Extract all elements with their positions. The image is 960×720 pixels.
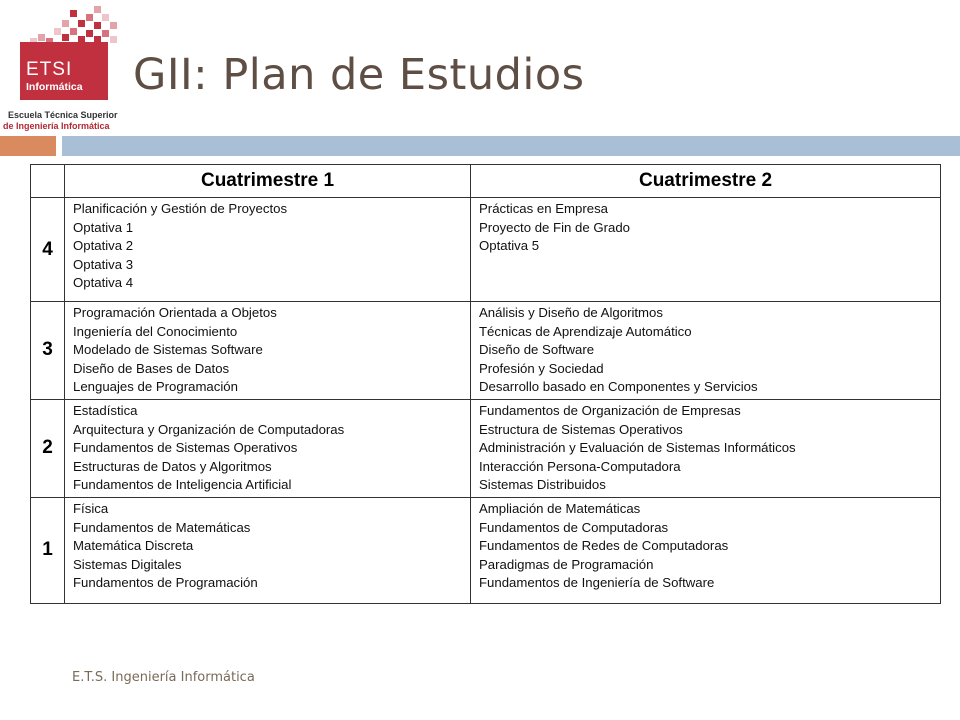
cuatrimestre-2-subjects	[471, 497, 941, 603]
subject-item: Fundamentos de Ingeniería de Software	[479, 575, 715, 591]
year-number: 1	[31, 497, 65, 603]
subject-item: Lenguajes de Programación	[73, 379, 238, 395]
header-corner-cell	[31, 165, 65, 198]
accent-bar-blue	[62, 136, 960, 156]
subject-item: Matemática Discreta	[73, 538, 194, 554]
logo-school-line1: Escuela Técnica Superior	[8, 110, 118, 120]
subject-item: Optativa 5	[479, 238, 540, 254]
table-header-row	[31, 165, 941, 198]
table-body	[31, 198, 941, 604]
subject-item: Modelado de Sistemas Software	[73, 342, 263, 358]
subject-item: Fundamentos de Inteligencia Artificial	[73, 477, 292, 493]
subject-item: Estructuras de Datos y Algoritmos	[73, 458, 272, 474]
subject-item: Estructura de Sistemas Operativos	[479, 421, 683, 437]
table-row	[31, 497, 941, 603]
subject-item: Optativa 4	[73, 275, 134, 291]
cuatrimestre-1-subjects	[65, 302, 471, 400]
cuatrimestre-1-subjects	[65, 399, 471, 497]
page-title: GII: Plan de Estudios	[133, 50, 585, 100]
subject-item: Sistemas Digitales	[73, 556, 182, 572]
year-number: 4	[31, 198, 65, 302]
subject-item: Fundamentos de Redes de Computadoras	[479, 538, 729, 554]
subject-item: Diseño de Software	[479, 342, 595, 358]
header-cuatrimestre-2: Cuatrimestre 2	[471, 165, 941, 198]
cuatrimestre-2-subjects	[471, 399, 941, 497]
table-row	[31, 399, 941, 497]
table-row	[31, 198, 941, 302]
logo-etsi-text: ETSI	[26, 59, 73, 80]
subject-item: Técnicas de Aprendizaje Automático	[479, 323, 692, 339]
logo-informatica-text: Informática	[26, 81, 83, 93]
subject-item: Fundamentos de Organización de Empresas	[479, 402, 741, 418]
subject-item: Desarrollo basado en Componentes y Servicios	[479, 379, 758, 395]
subject-item: Diseño de Bases de Datos	[73, 360, 230, 376]
subject-item: Fundamentos de Computadoras	[479, 519, 669, 535]
subject-item: Planificación y Gestión de Proyectos	[73, 201, 288, 216]
study-plan-table	[30, 164, 941, 604]
logo-school-line2: de Ingeniería Informática	[3, 121, 110, 131]
etsi-logo	[0, 0, 130, 135]
cuatrimestre-2-subjects	[471, 302, 941, 400]
subject-item: Fundamentos de Programación	[73, 575, 258, 591]
subject-item: Optativa 2	[73, 238, 134, 254]
subject-item: Programación Orientada a Objetos	[73, 305, 277, 320]
table-row	[31, 302, 941, 400]
subject-item: Administración y Evaluación de Sistemas Informáticos	[479, 440, 796, 456]
subject-item: Optativa 3	[73, 256, 134, 272]
cuatrimestre-1-subjects	[65, 497, 471, 603]
accent-bar-orange	[0, 136, 56, 156]
subject-item: Ampliación de Matemáticas	[479, 500, 641, 516]
subject-item: Fundamentos de Sistemas Operativos	[73, 440, 298, 456]
subject-item: Estadística	[73, 402, 138, 418]
subject-item: Fundamentos de Matemáticas	[73, 519, 251, 535]
subject-item: Paradigmas de Programación	[479, 556, 654, 572]
subject-item: Interacción Persona-Computadora	[479, 458, 681, 474]
subject-item: Arquitectura y Organización de Computadoras	[73, 421, 345, 437]
subject-item: Proyecto de Fin de Grado	[479, 219, 631, 235]
subject-item: Prácticas en Empresa	[479, 201, 608, 216]
subject-item: Ingeniería del Conocimiento	[73, 323, 238, 339]
subject-item: Optativa 1	[73, 219, 134, 235]
footer-text: E.T.S. Ingeniería Informática	[72, 670, 255, 685]
cuatrimestre-2-subjects	[471, 198, 941, 302]
year-number: 3	[31, 302, 65, 400]
subject-item: Profesión y Sociedad	[479, 360, 604, 376]
logo-pixel-pattern	[0, 0, 130, 45]
subject-item: Análisis y Diseño de Algoritmos	[479, 305, 663, 320]
year-number: 2	[31, 399, 65, 497]
cuatrimestre-1-subjects	[65, 198, 471, 302]
header-cuatrimestre-1: Cuatrimestre 1	[65, 165, 471, 198]
subject-item: Física	[73, 500, 109, 516]
subject-item: Sistemas Distribuidos	[479, 477, 606, 493]
